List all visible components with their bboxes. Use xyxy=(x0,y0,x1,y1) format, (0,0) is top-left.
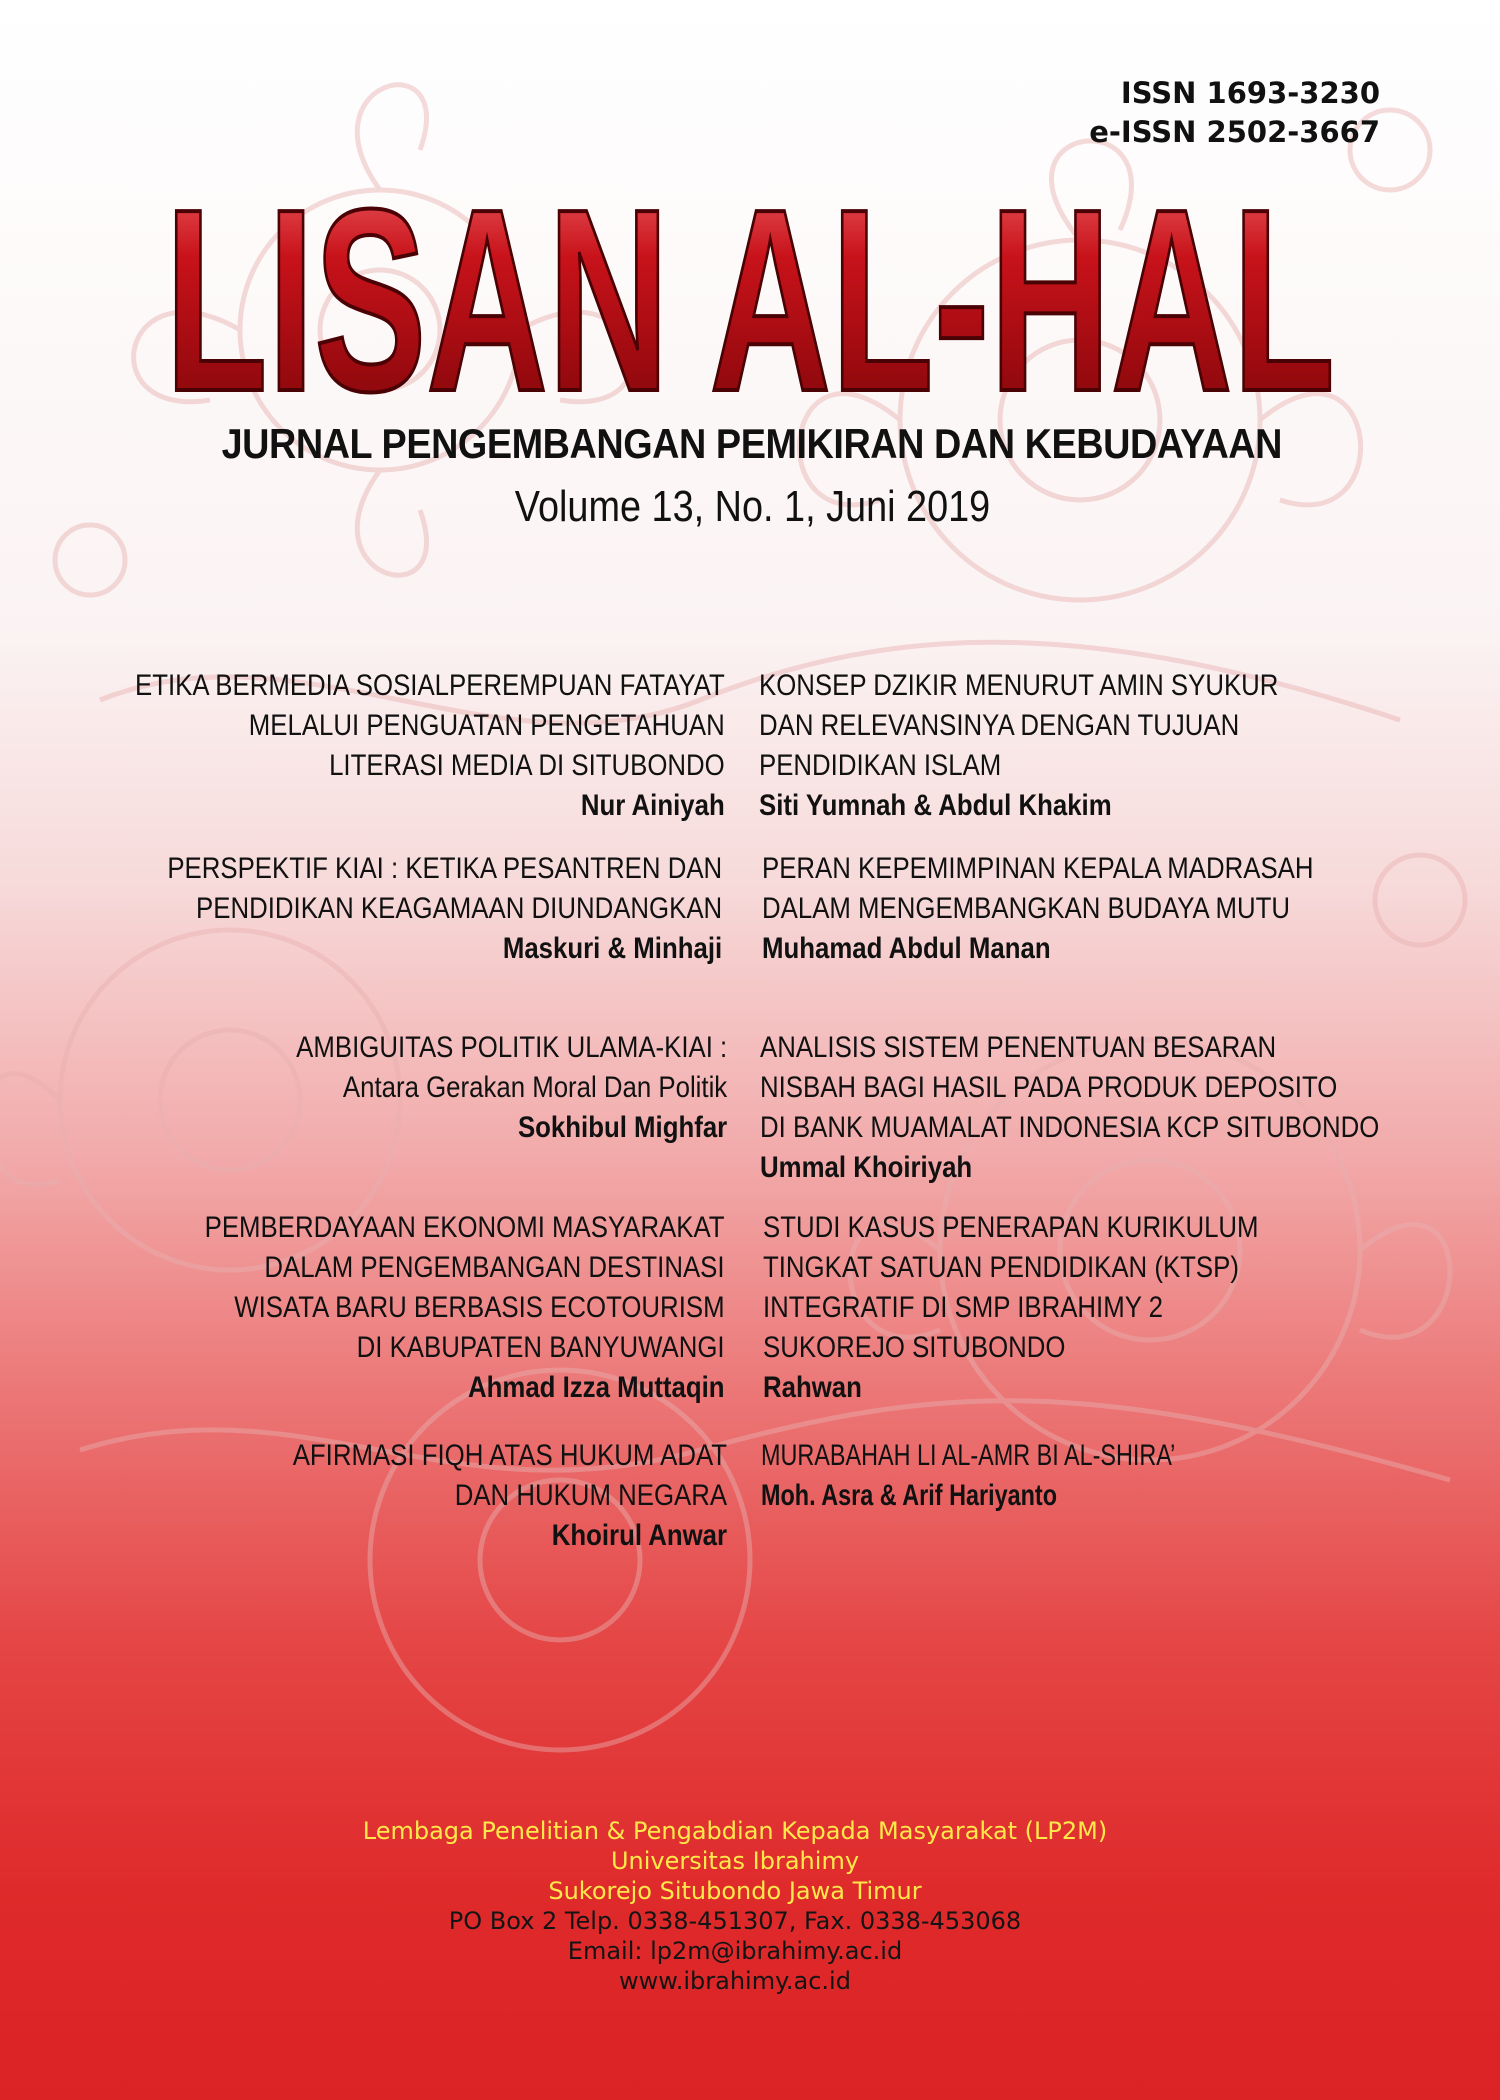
article-title-line: ANALISIS SISTEM PENENTUAN BESARAN xyxy=(760,1031,1277,1064)
article-title-line: NISBAH BAGI HASIL PADA PRODUK DEPOSITO xyxy=(760,1071,1338,1104)
article-title-line: KONSEP DZIKIR MENURUT AMIN SYUKUR xyxy=(759,669,1279,702)
article-title-line: MELALUI PENGUATAN PENGETAHUAN xyxy=(249,709,725,742)
journal-title: LISAN AL-HAL xyxy=(165,170,1335,410)
publisher-university: Universitas Ibrahimy xyxy=(610,1847,860,1875)
article-entry xyxy=(761,1436,1175,1516)
article-author: Ummal Khoiriyah xyxy=(760,1151,973,1184)
article-entry xyxy=(760,1028,1379,1188)
issn-block xyxy=(1060,74,1380,152)
article-title-line: DI BANK MUAMALAT INDONESIA KCP SITUBONDO xyxy=(760,1111,1380,1144)
article-title-line: SUKOREJO SITUBONDO xyxy=(763,1331,1066,1364)
article-title-line: STUDI KASUS PENERAPAN KURIKULUM xyxy=(763,1211,1259,1244)
article-author: Muhamad Abdul Manan xyxy=(762,932,1051,965)
journal-volume: Volume 13, No. 1, Juni 2019 xyxy=(514,482,991,531)
article-entry xyxy=(167,849,722,969)
article-author: Rahwan xyxy=(763,1371,862,1404)
article-title-line: ETIKA BERMEDIA SOSIALPEREMPUAN FATAYAT xyxy=(135,669,725,702)
publisher-institution: Lembaga Penelitian & Pengabdian Kepada Masyarakat (LP2M) xyxy=(362,1817,1108,1845)
article-author: Moh. Asra & Arif Hariyanto xyxy=(761,1479,1058,1512)
article-title-line: DAN HUKUM NEGARA xyxy=(454,1479,727,1512)
article-title-line: DALAM PENGEMBANGAN DESTINASI xyxy=(264,1251,725,1284)
article-entry xyxy=(296,1028,727,1148)
article-entry xyxy=(293,1436,727,1556)
article-title-line: Antara Gerakan Moral Dan Politik xyxy=(342,1071,727,1104)
article-author: Sokhibul Mighfar xyxy=(517,1111,727,1144)
article-title-line: DI KABUPATEN BANYUWANGI xyxy=(357,1331,725,1364)
publisher-website: www.ibrahimy.ac.id xyxy=(619,1967,851,1995)
article-entry xyxy=(205,1208,725,1408)
article-title-line: PENDIDIKAN KEAGAMAAN DIUNDANGKAN xyxy=(195,892,722,925)
article-title-line: AFIRMASI FIQH ATAS HUKUM ADAT xyxy=(292,1439,727,1472)
article-entry xyxy=(763,1208,1259,1408)
article-title-line: DALAM MENGEMBANGKAN BUDAYA MUTU xyxy=(762,892,1291,925)
article-entry xyxy=(759,666,1278,826)
article-author: Maskuri & Minhaji xyxy=(502,932,722,965)
article-author: Khoirul Anwar xyxy=(551,1519,727,1552)
publisher-location: Sukorejo Situbondo Jawa Timur xyxy=(548,1877,922,1905)
article-author: Ahmad Izza Muttaqin xyxy=(468,1371,725,1404)
journal-title-logo xyxy=(150,170,1350,410)
article-title-line: MURABAHAH LI AL-AMR BI AL-SHIRA’ xyxy=(761,1439,1176,1472)
publisher-contact: PO Box 2 Telp. 0338-451307, Fax. 0338-453068 xyxy=(448,1907,1022,1935)
publisher-email: Email: lp2m@ibrahimy.ac.id xyxy=(567,1937,903,1965)
article-title-line: PENDIDIKAN ISLAM xyxy=(759,749,1002,782)
article-entry xyxy=(135,666,725,826)
article-title-line: TINGKAT SATUAN PENDIDIKAN (KTSP) xyxy=(763,1251,1239,1284)
article-title-line: PERAN KEPEMIMPINAN KEPALA MADRASAH xyxy=(762,852,1314,885)
article-author: Siti Yumnah & Abdul Khakim xyxy=(759,789,1112,822)
issn-online: e-ISSN 2502-3667 xyxy=(1089,115,1380,149)
article-entry xyxy=(762,849,1314,969)
article-title-line: LITERASI MEDIA DI SITUBONDO xyxy=(329,749,725,782)
article-title-line: INTEGRATIF DI SMP IBRAHIMY 2 xyxy=(763,1291,1163,1324)
article-title-line: PERSPEKTIF KIAI : KETIKA PESANTREN DAN xyxy=(167,852,722,885)
issn-print: ISSN 1693-3230 xyxy=(1120,76,1380,110)
article-title-line: DAN RELEVANSINYA DENGAN TUJUAN xyxy=(759,709,1240,742)
article-title-line: PEMBERDAYAAN EKONOMI MASYARAKAT xyxy=(205,1211,725,1244)
article-title-line: AMBIGUITAS POLITIK ULAMA-KIAI : xyxy=(295,1031,727,1064)
publisher-info xyxy=(0,1816,1470,1996)
article-title-line: WISATA BARU BERBASIS ECOTOURISM xyxy=(234,1291,725,1324)
article-author: Nur Ainiyah xyxy=(581,789,725,822)
journal-subtitle: JURNAL PENGEMBANGAN PEMIKIRAN DAN KEBUDAYAAN xyxy=(221,420,1283,467)
